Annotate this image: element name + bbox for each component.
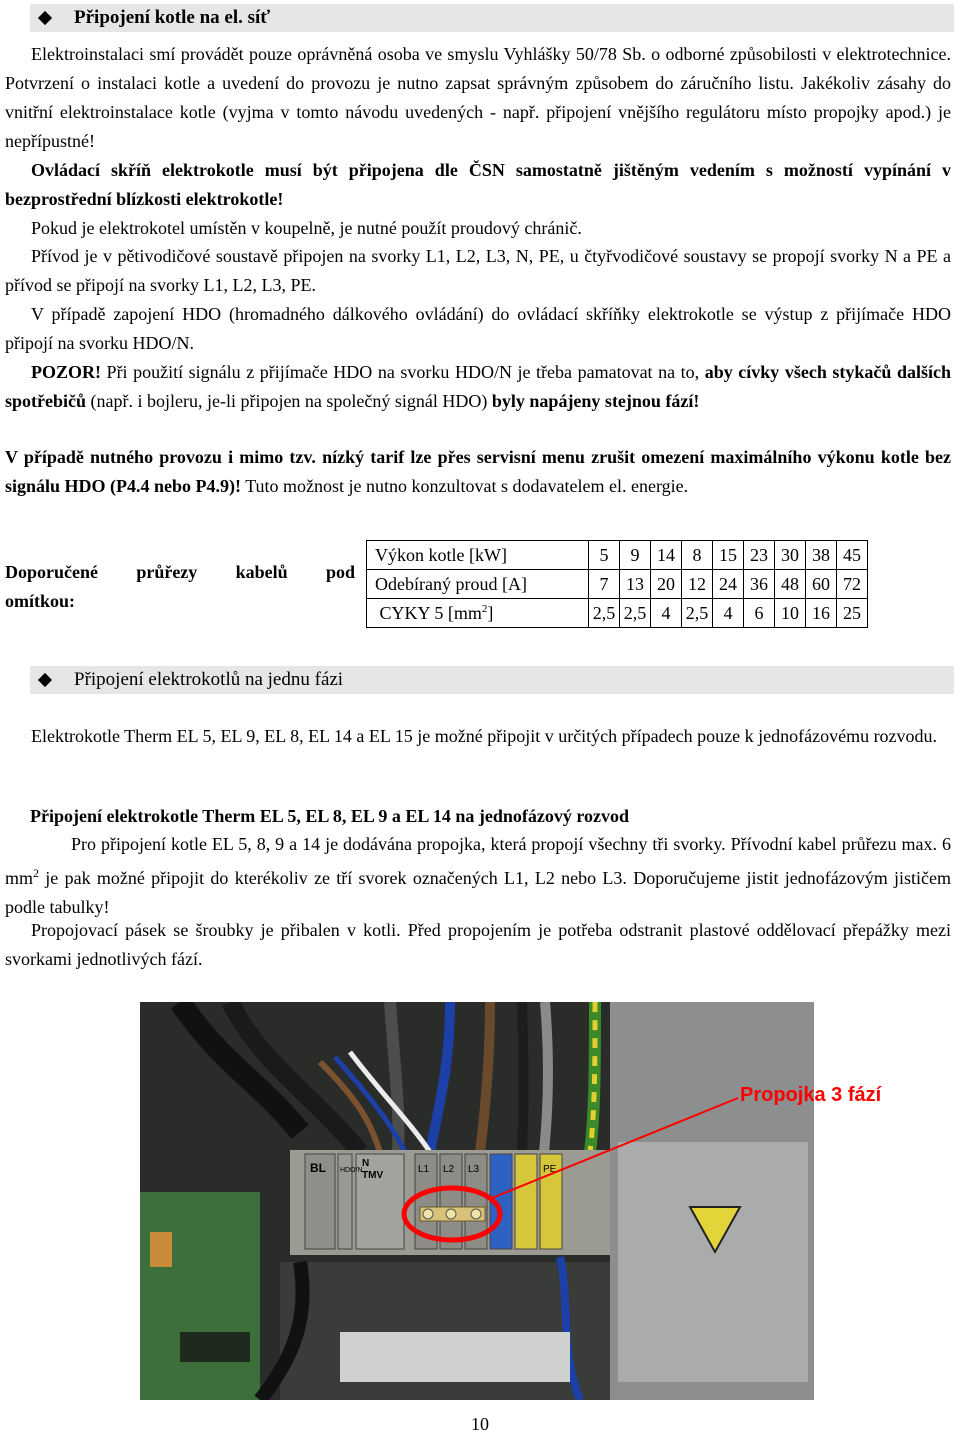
recommended-label: Doporučené průřezy kabelů pod omítkou: xyxy=(5,562,355,611)
paragraph-pozor: POZOR! Při použití signálu z přijímače HDO na svorku HDO/N je třeba pamatovat na to, aby cívky všech stykačů dalších spotřebičů (např. i bojleru, je-li připojen na společný signál HDO) byly napájeny stejnou fází! xyxy=(5,362,951,411)
terminal-label: BL xyxy=(310,1161,326,1175)
terminal-label: TMV xyxy=(362,1170,384,1181)
paragraph-hdo: V případě zapojení HDO (hromadného dálkového ovládání) do ovládací skříňky elektrokotle se výstup z přijímače HDO připojí na svorku HDO/N. xyxy=(5,304,951,353)
section-header xyxy=(30,666,954,694)
page-number: 10 xyxy=(471,1414,489,1434)
jumper-label: Propojka 3 fází xyxy=(740,1084,882,1106)
table-row-label: Výkon kotle [kW] xyxy=(367,541,589,570)
terminal-photo xyxy=(140,1002,814,1400)
paragraph-warning-bold: Ovládací skříň elektrokotle musí být připojena dle ČSN samostatně jištěným vedením s možností vypínání v bezprostřední blízkosti elektrokotle! xyxy=(5,160,951,209)
section-title: Připojení elektrokotlů na jednu fázi xyxy=(74,669,344,690)
terminal-label: PE xyxy=(543,1164,557,1175)
cable-table xyxy=(366,540,868,628)
terminal-label: L1 xyxy=(418,1164,430,1175)
table-row-label: CYKY 5 $[mm^2]$ xyxy=(367,599,589,628)
bullet-diamond-icon xyxy=(38,11,52,25)
terminal-label: L2 xyxy=(443,1164,455,1175)
terminal-label: L3 xyxy=(468,1164,480,1175)
table-row: Výkon kotle [kW] 5 9 14 8 15 23 30 38 45 xyxy=(367,541,868,570)
section-header xyxy=(30,4,954,32)
bullet-diamond-icon xyxy=(38,673,52,687)
paragraph-supply: Přívod je v pětivodičové soustavě připojen na svorky L1, L2, L3, N, PE, u čtyřvodičové soustavy se propojí svorky N a PE a přívod se připojí na svorky L1, L2, L3, PE. xyxy=(5,246,951,295)
paragraph-jumper: Pro připojení kotle EL 5, 8, 9 a 14 je dodávána propojka, která propojí všechny tři svorky. Přívodní kabel průřezu max. 6 $mm^2$ je pak možné připojit do kterékoliv ze tří svorek označených L1, L2 nebo L3. Doporučujeme jistit jednofázovým jističem podle tabulky! xyxy=(5,834,951,917)
paragraph-strip: Propojovací pásek se šroubky je přibalen v kotli. Před propojením je potřeba odstranit plastové oddělovací přepážky mezi svorkami jednotlivých fází. xyxy=(5,920,951,969)
subheading: Připojení elektrokotle Therm EL 5, EL 8, EL 9 a EL 14 na jednofázový rozvod xyxy=(30,806,630,826)
table-row: CYKY 5 $[mm^2]$ 2,5 2,5 4 2,5 4 6 10 16 25 xyxy=(367,599,868,628)
section-title: Připojení kotle na el. síť xyxy=(74,7,271,28)
terminal-photo-illustration xyxy=(140,1002,814,1400)
terminal-label: HDO/N xyxy=(340,1167,363,1174)
paragraph-tariff: V případě nutného provozu i mimo tzv. nízký tarif lze přes servisní menu zrušit omezení maximálního výkonu kotle bez signálu HDO (P4.4 nebo P4.9)! Tuto možnost je nutno konzultovat s dodavatelem el. energie. xyxy=(5,447,951,496)
paragraph-installation: Elektroinstalaci smí provádět pouze oprávněná osoba ve smyslu Vyhlášky 50/78 Sb. o odborné způsobilosti v elektrotechnice. Potvrzení o instalaci kotle a uvedení do provozu je nutno zapsat správným způsobem do záručního listu. Jakékoliv zásahy do vnitřní elektroinstalace kotle (vyjma v tomto návodu uvedených - např. připojení vnějšího regulátoru místo propojky apod.) je nepřípustné! xyxy=(5,44,951,151)
table-row: Odebíraný proud [A] 7 13 20 12 24 36 48 60 72 xyxy=(367,570,868,599)
paragraph-single-phase: Elektrokotle Therm EL 5, EL 9, EL 8, EL 14 a EL 15 je možné připojit v určitých případech pouze k jednofázovému rozvodu. xyxy=(31,726,938,746)
paragraph-bathroom: Pokud je elektrokotel umístěn v koupelně, je nutné použít proudový chránič. xyxy=(31,218,582,238)
table-row-label: Odebíraný proud [A] xyxy=(367,570,589,599)
terminal-label: N xyxy=(362,1158,370,1169)
